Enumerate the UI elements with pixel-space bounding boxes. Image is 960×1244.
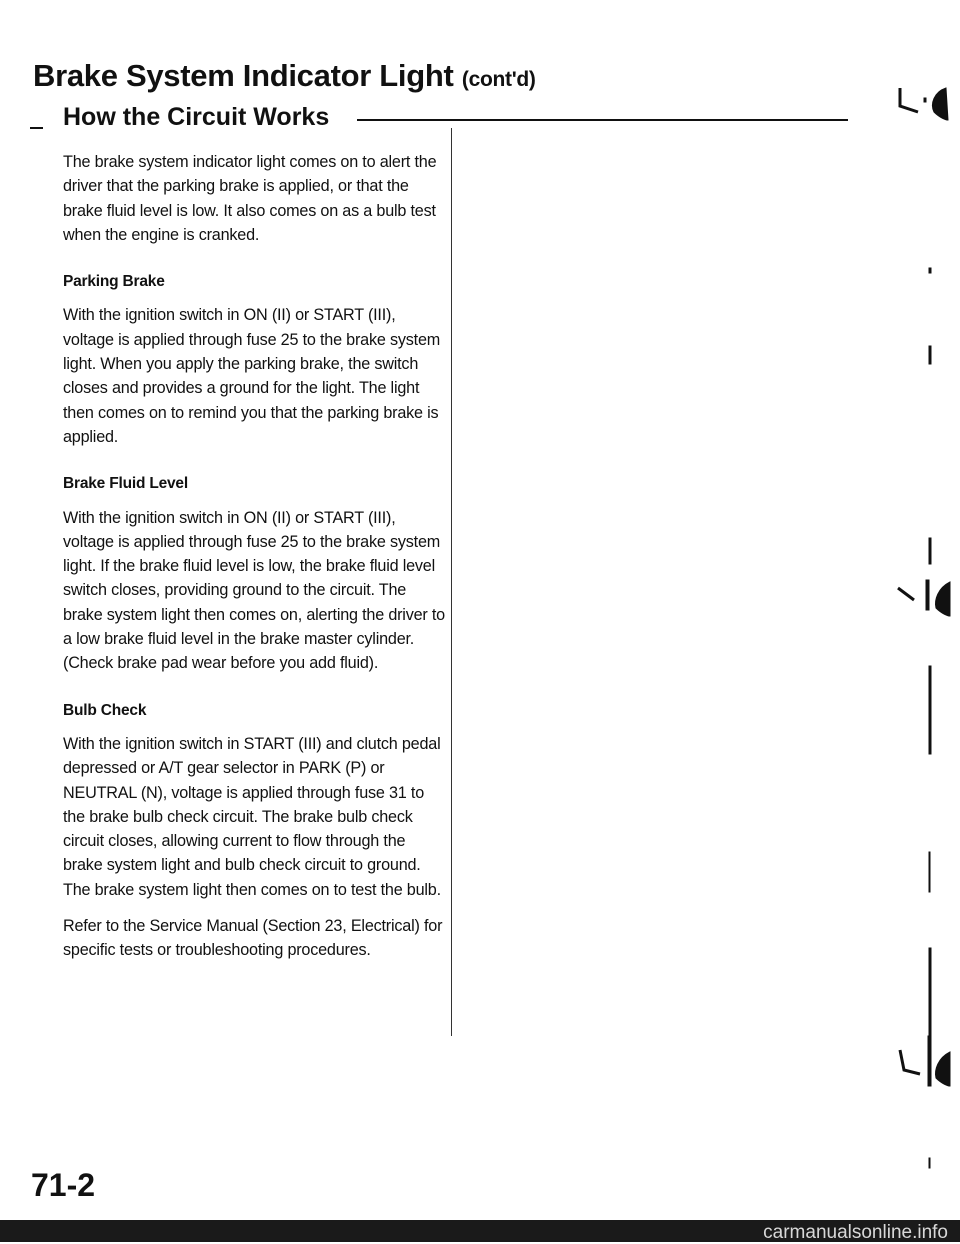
bulb-check-paragraph: With the ignition switch in START (III) and clutch pedal depressed or A/T gear selector in PARK (P) or NEUTRAL (N), voltage is applied through fuse 31 to the brake bulb check circuit. The brake bulb check circuit closes, allowing current to flow through the brake system light and bulb check circuit to ground. The brake system light then comes on to test the bulb. [63,734,441,899]
page-number: 71-2 [31,1167,96,1203]
margin-mark [929,852,930,892]
margin-mark [929,666,931,754]
parking-brake-paragraph: With the ignition switch in ON (II) or START (III), voltage is applied through fuse 25 to the brake system light. When you apply the parking brake, the switch closes and provides a ground for the light. The light then comes on to remind you that the parking brake is applied. [63,306,441,446]
margin-mark [924,98,926,102]
margin-mark [929,268,931,273]
bulb-check-heading: Bulb Check [63,701,147,719]
margin-mark [898,588,914,600]
section-heading: How the Circuit Works [63,103,330,131]
parking-brake-heading: Parking Brake [63,273,165,291]
watermark-text: carmanualsonline.info [763,1222,948,1243]
margin-mark [936,1052,950,1086]
title-main: Brake System Indicator Light [33,58,454,93]
margin-mark [900,88,918,112]
margin-mark [929,948,931,1036]
brake-fluid-level-heading: Brake Fluid Level [63,475,188,493]
margin-mark [929,346,931,364]
margin-mark [926,580,929,610]
margin-mark [929,538,931,564]
margin-mark [929,1158,930,1168]
margin-mark [933,88,949,120]
brake-fluid-level-paragraph: With the ignition switch in ON (II) or START (III), voltage is applied through fuse 25 to the brake system light. If the brake fluid level is low, the brake fluid level switch closes, providing ground to the circuit. The brake system light then comes on, alerting the driver to a low brake fluid level in the brake master cylinder. (Check brake pad wear before you add fluid). [63,508,445,673]
reference-paragraph: Refer to the Service Manual (Section 23, Electrical) for specific tests or troubleshooting procedures. [63,917,443,960]
intro-paragraph: The brake system indicator light comes on to alert the driver that the parking brake is applied, or that the brake fluid level is low. It also comes on as a bulb test when the engine is cranked. [63,153,437,244]
margin-mark [900,1050,920,1074]
title-continued: (cont'd) [461,68,536,91]
margin-mark [928,1036,931,1086]
margin-mark [936,582,950,616]
